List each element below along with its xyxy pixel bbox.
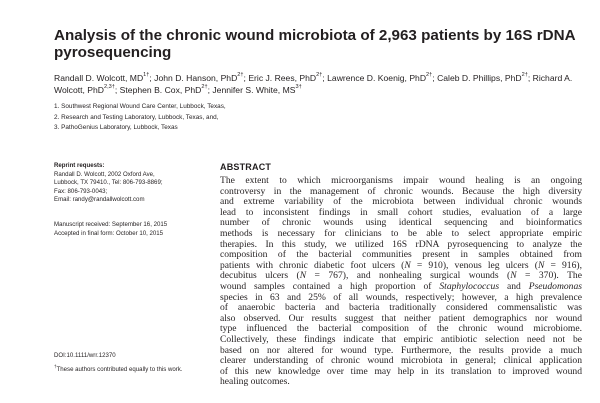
reprint-fax-line: Fax: 806-793-0043; bbox=[54, 187, 108, 195]
abstract-line: also observed. Our results suggest that neither patient demographics nor wound bbox=[220, 312, 582, 324]
manuscript-dates bbox=[54, 221, 167, 238]
reprint-requests bbox=[54, 162, 204, 205]
author-name: Randall D. Wolcott, MD bbox=[54, 73, 144, 83]
abstract-line: The extent to which microorganisms impair wound healing is an ongoing bbox=[220, 175, 582, 186]
received-date: Manuscript received: September 16, 2015 bbox=[54, 221, 168, 228]
affiliations bbox=[54, 102, 454, 134]
abstract-line: healing outcomes. bbox=[220, 376, 290, 388]
abstract-line: decubitus ulcers (N = 767), and nonhealing surgical wounds (N = 370). The bbox=[220, 270, 582, 282]
abstract-line: of anaerobic bacteria and bacteria traditionally considered commensalistic was bbox=[220, 302, 582, 314]
abstract-line: lead to inconsistent findings in small cohort studies, evaluation of a large bbox=[220, 206, 582, 218]
abstract-line: number of chronic wounds using identical sequencing and bioinformatics bbox=[220, 217, 582, 229]
reprint-tel-line: Lubbock, TX 79410., Tel: 806-793-8869; bbox=[54, 179, 163, 186]
author-list: Randall D. Wolcott, $MD^{1\dagger}$; John D. Hanson, PhD$^{2\dagger}$; Eric J. Rees, PhD$^{2\dagger}$; Lawrence D. Koenig, PhD$^{2\dagger}$; Caleb D. Phillips, PhD$^{2\dagger}$; Richard A. Wolcott, PhD$^{2,3\dagger}$; Stephen B. Cox, PhD$^{2\dagger}$; Jennifer S. White, $MS^{3\dagger}$ bbox=[54, 72, 573, 95]
abstract-line: species in 63 and 25% of all wounds, respectively; however, a high prevalence bbox=[220, 291, 582, 303]
author-affiliation-marker: 2,3† bbox=[104, 83, 115, 90]
abstract-line: Collectively, these findings indicate that empiric antibiotic selection need not be bbox=[220, 333, 582, 345]
abstract-heading: ABSTRACT bbox=[220, 162, 272, 172]
author-name: John D. Hanson, PhD bbox=[154, 73, 238, 83]
author-name: Richard A. Wolcott, PhD bbox=[54, 73, 573, 95]
abstract-line: and extreme variability of the microbiota between individual chronic wounds bbox=[220, 196, 582, 208]
accepted-date: Accepted in final form: October 10, 2015 bbox=[54, 229, 164, 237]
author-name: Jennifer S. White, MS bbox=[212, 84, 296, 95]
abstract-line: based on nor altered for wound type. Furthermore, the results provide a much bbox=[220, 344, 582, 356]
equal-contribution-footnote bbox=[54, 363, 214, 374]
dagger-symbol: † bbox=[54, 363, 57, 369]
author-affiliation-marker: 2† bbox=[426, 72, 433, 79]
abstract-line: type influenced the bacterial composition of the chronic wound microbiome. bbox=[220, 323, 582, 335]
abstract-line: controversy in the management of chronic wounds. Because the high diversity bbox=[220, 185, 582, 197]
reprint-address-line: Randall D. Wolcott, 2002 Oxford Ave, bbox=[54, 170, 155, 178]
abstract-line: of this new knowledge over time may help in its translation to improved wound bbox=[220, 365, 582, 377]
footnote-text: These authors contributed equally to this work. bbox=[56, 366, 183, 373]
reprint-label: Reprint requests: bbox=[54, 162, 105, 169]
affiliation-1: 1. Southwest Regional Wound Care Center, Lubbock, Texas, bbox=[54, 103, 226, 110]
author-affiliation-marker: 2† bbox=[237, 72, 244, 79]
author-name: Eric J. Rees, PhD bbox=[248, 73, 317, 83]
abstract-line: composition of the bacterial communities present in samples obtained from bbox=[220, 249, 582, 261]
author-name: Lawrence D. Koenig, PhD bbox=[327, 73, 427, 83]
affiliation-3: 3. PathoGenius Laboratory, Lubbock, Texas bbox=[54, 124, 178, 131]
author-name: Stephen B. Cox, PhD bbox=[119, 84, 202, 95]
author-affiliation-marker: 2† bbox=[201, 83, 208, 90]
abstract-line: clearer understanding of chronic wound microbiota in general; clinical application bbox=[220, 355, 582, 367]
abstract-line: methods is necessary for clinicians to be able to select appropriate empiric bbox=[220, 227, 582, 239]
author-affiliation-marker: 2† bbox=[316, 72, 323, 79]
author-affiliation-marker: 2† bbox=[521, 72, 528, 79]
affiliation-2: 2. Research and Testing Laboratory, Lubbock, Texas, and, bbox=[54, 113, 219, 121]
abstract-line: therapies. In this study, we utilized 16S rDNA pyrosequencing to analyze the bbox=[220, 238, 582, 250]
abstract-body bbox=[220, 176, 582, 388]
doi-link[interactable]: DOI:10.1111/wrr.12370 bbox=[54, 352, 116, 359]
author-name: Caleb D. Phillips, PhD bbox=[437, 73, 522, 83]
abstract-line: patients with chronic diabetic foot ulcers (N = 910), venous leg ulcers (N = 916), bbox=[220, 259, 582, 271]
author-affiliation-marker: 3† bbox=[295, 83, 302, 90]
author-affiliation-marker: 1† bbox=[143, 72, 150, 79]
abstract-line: wound samples contained a high proportion of Staphylococcus and Pseudomonas bbox=[220, 280, 582, 292]
reprint-email-link[interactable]: Email: randy@randallwolcott.com bbox=[54, 196, 145, 203]
article-title: Analysis of the chronic wound microbiota of 2,963 patients by 16S rDNA pyrosequencing bbox=[54, 27, 575, 61]
